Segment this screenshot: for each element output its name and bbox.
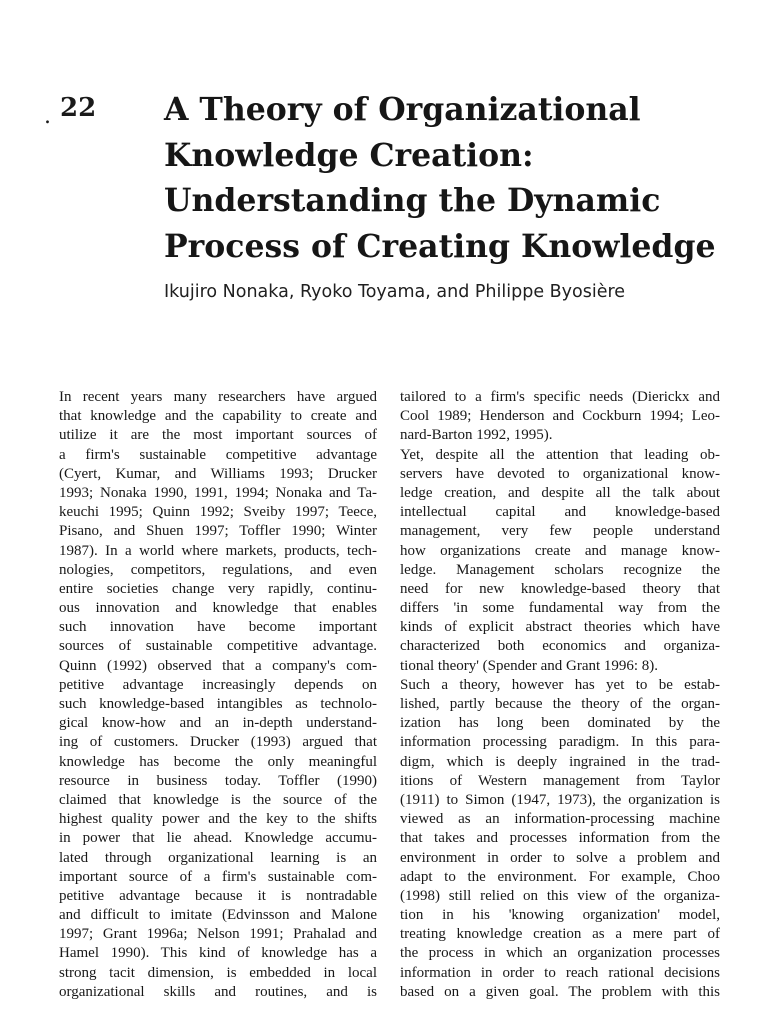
body-line: servers have devoted to organizational know-	[400, 465, 720, 482]
body-line: petitive advantage because it is nontradable	[59, 887, 377, 904]
body-line: (1998) still relied on this view of the organiza-	[400, 887, 720, 904]
chapter-title	[164, 87, 744, 269]
body-line: Quinn (1992) observed that a company's com-	[59, 657, 377, 674]
body-line: ledge. Management scholars recognize the	[400, 561, 720, 578]
body-line: Yet, despite all the attention that leading ob-	[400, 446, 720, 463]
body-line: 1993; Nonaka 1990, 1991, 1994; Nonaka and Ta-	[59, 484, 377, 501]
body-line: differs 'in some fundamental way from the	[400, 600, 720, 617]
body-column-right	[400, 388, 720, 1002]
body-line: organizational skills and routines, and is	[59, 983, 377, 1000]
body-line: that takes and processes information from the	[400, 830, 720, 847]
body-line: and difficult to imitate (Edvinsson and Malone	[59, 907, 377, 924]
body-line: how organizations create and manage know-	[400, 542, 720, 559]
body-line: 1987). In a world where markets, products, tech-	[59, 542, 377, 559]
body-line: tion in his 'knowing organization' model,	[400, 907, 720, 924]
body-line: gical know-how and an in-depth understand-	[59, 715, 377, 732]
body-line: utilize it are the most important sources of	[59, 427, 377, 444]
body-line: treating knowledge creation as a mere part of	[400, 926, 720, 943]
body-line: information in order to reach rational decisions	[400, 964, 720, 981]
body-line: knowledge has become the only meaningful	[59, 753, 377, 770]
body-line: such knowledge-based intangibles as technolo-	[59, 696, 377, 712]
body-line: ing of customers. Drucker (1993) argued that	[59, 734, 377, 751]
body-line: sources of sustainable competitive advantage.	[59, 638, 377, 655]
body-line: adapt to the environment. For example, Choo	[400, 868, 720, 885]
body-line: petitive advantage increasingly depends on	[59, 676, 377, 693]
body-line: tailored to a firm's specific needs (Dierickx and	[400, 389, 720, 405]
body-line: Pisano, and Shuen 1997; Toffler 1990; Winter	[59, 523, 377, 540]
body-line: (1911) to Simon (1947, 1973), the organization is	[400, 791, 720, 808]
body-line: Cool 1989; Henderson and Cockburn 1994; Leo-	[400, 408, 720, 425]
body-line: management, very few people understand	[400, 523, 720, 540]
body-line: a firm's sustainable competitive advantage	[59, 446, 377, 463]
body-line: tional theory' (Spender and Grant 1996: 8).	[400, 657, 659, 674]
body-line: that knowledge and the capability to create and	[59, 408, 377, 425]
body-line: ledge creation, and despite all the talk about	[400, 484, 720, 501]
body-line: Such a theory, however has yet to be estab-	[400, 676, 720, 693]
title-line: A Theory of Organizational	[164, 91, 641, 128]
body-line: Hamel 1990). This kind of knowledge has a	[59, 945, 377, 962]
body-line: intellectual capital and knowledge-based	[400, 504, 720, 521]
body-line: resource in business today. Toffler (1990)	[59, 772, 377, 789]
body-line: 1997; Grant 1996a; Nelson 1991; Prahalad and	[59, 926, 377, 943]
title-line: Process of Creating Knowledge	[164, 227, 716, 265]
body-line: ization has long been dominated by the	[400, 715, 720, 732]
body-line: information processing paradigm. In this para-	[400, 734, 720, 751]
body-line: entire societies change very rapidly, continu-	[59, 580, 377, 597]
title-line: Knowledge Creation:	[164, 136, 534, 174]
body-line: lated through organizational learning is an	[59, 849, 377, 866]
body-line: viewed as an information-processing machine	[400, 811, 720, 828]
body-line: kinds of explicit abstract theories which have	[400, 619, 720, 636]
body-line: such innovation have become important	[59, 619, 377, 636]
body-line: environment in order to solve a problem and	[400, 849, 720, 866]
body-line: claimed that knowledge is the source of the	[59, 791, 377, 808]
body-line: in power that lie ahead. Knowledge accumu-	[59, 830, 377, 847]
body-line: itions of Western management from Taylor	[400, 772, 720, 789]
chapter-dot-mark: .	[44, 104, 51, 129]
body-line: ous innovation and knowledge that enables	[59, 600, 377, 617]
body-line: nard-Barton 1992, 1995).	[400, 427, 553, 444]
body-line: lished, partly because the theory of the organ-	[400, 696, 720, 712]
body-line: strong tacit dimension, is embedded in local	[59, 964, 377, 981]
body-line: keuchi 1995; Quinn 1992; Sveiby 1997; Teece,	[59, 504, 377, 521]
author-byline: Ikujiro Nonaka, Ryoko Toyama, and Philippe Byosière	[164, 282, 626, 302]
body-line: need for new knowledge-based theory that	[400, 580, 720, 597]
chapter-number: 22	[60, 93, 97, 123]
body-column-left	[59, 388, 377, 1002]
body-line: characterized both economics and organiza-	[400, 638, 720, 655]
body-line: important source of a firm's sustainable com-	[59, 868, 377, 885]
body-line: highest quality power and the key to the shifts	[59, 811, 377, 828]
body-line: In recent years many researchers have argued	[59, 389, 377, 405]
body-line: based on a given goal. The problem with this	[400, 983, 720, 1000]
body-line: (Cyert, Kumar, and Williams 1993; Drucker	[59, 465, 377, 482]
title-line: Understanding the Dynamic	[164, 182, 661, 219]
body-line: nologies, competitors, regulations, and even	[59, 561, 377, 578]
body-line: the process in which an organization processes	[400, 945, 720, 962]
body-line: digm, which is deeply ingrained in the trad-	[400, 753, 720, 770]
